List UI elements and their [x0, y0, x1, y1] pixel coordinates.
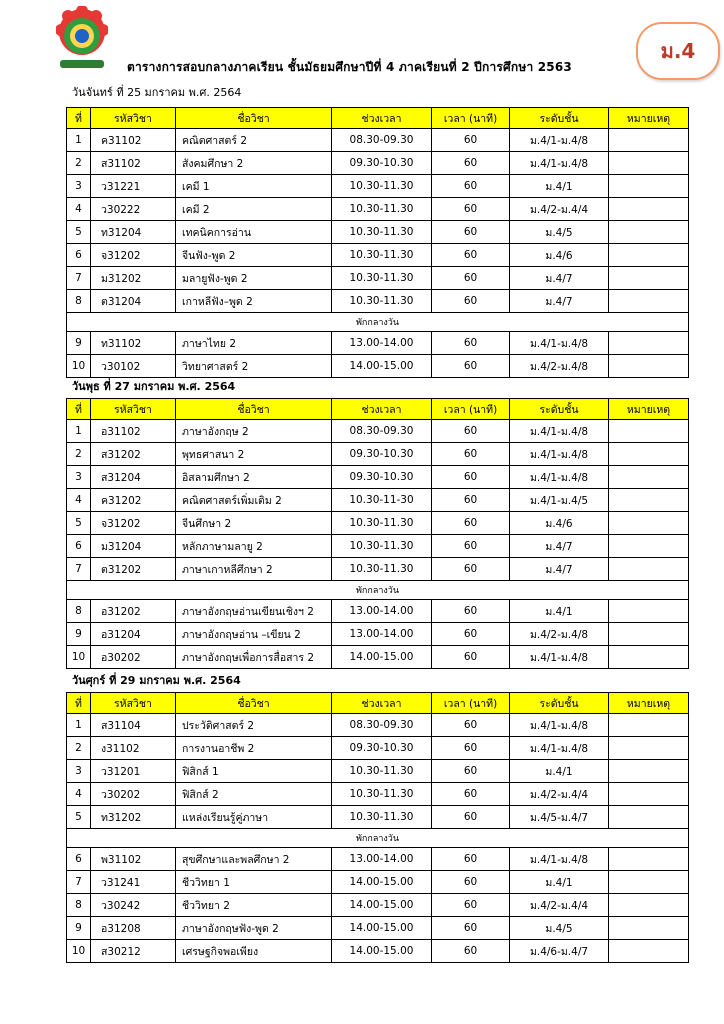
cell-code: จ31202 [91, 244, 176, 267]
cell-minutes: 60 [432, 894, 510, 917]
cell-subject-name: แหล่งเรียนรู้คู่ภาษา [176, 806, 332, 829]
cell-no: 5 [67, 221, 91, 244]
cell-minutes: 60 [432, 535, 510, 558]
cell-no: 6 [67, 848, 91, 871]
cell-code: ว31221 [91, 175, 176, 198]
cell-level: ม.4/6 [510, 512, 609, 535]
table-row [67, 129, 689, 152]
cell-code: ส31102 [91, 152, 176, 175]
cell-no: 5 [67, 806, 91, 829]
lunch-break-row [67, 581, 689, 600]
cell-level: ม.4/2-ม.4/4 [510, 783, 609, 806]
cell-minutes: 60 [432, 290, 510, 313]
cell-subject-name: เทคนิคการอ่าน [176, 221, 332, 244]
cell-code: ว31201 [91, 760, 176, 783]
day-title: วันพุธ ที่ 27 มกราคม พ.ศ. 2564 [72, 380, 236, 393]
grade-badge: ม.4 [636, 22, 720, 80]
cell-code: ว31241 [91, 871, 176, 894]
cell-no: 2 [67, 152, 91, 175]
day-title: วันจันทร์ ที่ 25 มกราคม พ.ศ. 2564 [72, 86, 242, 99]
cell-time: 09.30-10.30 [332, 443, 432, 466]
cell-time: 13.00-14.00 [332, 623, 432, 646]
cell-no: 8 [67, 894, 91, 917]
cell-note [609, 512, 689, 535]
cell-code: พ31102 [91, 848, 176, 871]
table-header-row [67, 399, 689, 420]
cell-minutes: 60 [432, 512, 510, 535]
col-header-name: ชื่อวิชา [176, 693, 332, 714]
cell-note [609, 737, 689, 760]
cell-minutes: 60 [432, 129, 510, 152]
lunch-break-label: พักกลางวัน [67, 829, 689, 848]
cell-level: ม.4/1 [510, 760, 609, 783]
cell-minutes: 60 [432, 646, 510, 669]
table-row [67, 783, 689, 806]
cell-note [609, 175, 689, 198]
cell-no: 4 [67, 489, 91, 512]
cell-no: 4 [67, 198, 91, 221]
cell-minutes: 60 [432, 443, 510, 466]
table-row [67, 646, 689, 669]
cell-time: 08.30-09.30 [332, 714, 432, 737]
cell-no: 1 [67, 129, 91, 152]
cell-minutes: 60 [432, 940, 510, 963]
col-header-time: ช่วงเวลา [332, 399, 432, 420]
cell-note [609, 894, 689, 917]
cell-note [609, 940, 689, 963]
cell-subject-name: ชีววิทยา 1 [176, 871, 332, 894]
cell-level: ม.4/2-ม.4/8 [510, 355, 609, 378]
cell-minutes: 60 [432, 244, 510, 267]
day-title: วันศุกร์ ที่ 29 มกราคม พ.ศ. 2564 [72, 674, 241, 687]
cell-minutes: 60 [432, 760, 510, 783]
cell-minutes: 60 [432, 221, 510, 244]
cell-level: ม.4/1-ม.4/8 [510, 646, 609, 669]
cell-note [609, 332, 689, 355]
cell-subject-name: ภาษาอังกฤษอ่าน –เขียน 2 [176, 623, 332, 646]
col-header-code: รหัสวิชา [91, 108, 176, 129]
col-header-name: ชื่อวิชา [176, 108, 332, 129]
cell-no: 9 [67, 623, 91, 646]
lunch-break-row [67, 829, 689, 848]
cell-level: ม.4/1-ม.4/8 [510, 848, 609, 871]
cell-level: ม.4/1-ม.4/8 [510, 420, 609, 443]
cell-level: ม.4/7 [510, 267, 609, 290]
table-row [67, 848, 689, 871]
table-row [67, 558, 689, 581]
cell-note [609, 558, 689, 581]
col-header-name: ชื่อวิชา [176, 399, 332, 420]
cell-minutes: 60 [432, 332, 510, 355]
table-row [67, 198, 689, 221]
cell-minutes: 60 [432, 848, 510, 871]
cell-time: 09.30-10.30 [332, 737, 432, 760]
cell-note [609, 806, 689, 829]
cell-level: ม.4/7 [510, 558, 609, 581]
cell-time: 14.00-15.00 [332, 871, 432, 894]
cell-time: 10.30-11-30 [332, 489, 432, 512]
cell-note [609, 152, 689, 175]
cell-code: ต31204 [91, 290, 176, 313]
cell-level: ม.4/6 [510, 244, 609, 267]
table-row [67, 894, 689, 917]
col-header-time: ช่วงเวลา [332, 108, 432, 129]
cell-time: 10.30-11.30 [332, 512, 432, 535]
cell-subject-name: ภาษาอังกฤษเพื่อการสื่อสาร 2 [176, 646, 332, 669]
cell-subject-name: พุทธศาสนา 2 [176, 443, 332, 466]
cell-note [609, 535, 689, 558]
cell-code: ม31204 [91, 535, 176, 558]
table-row [67, 760, 689, 783]
cell-no: 4 [67, 783, 91, 806]
cell-code: ง31102 [91, 737, 176, 760]
cell-time: 10.30-11.30 [332, 221, 432, 244]
table-row [67, 623, 689, 646]
table-row [67, 175, 689, 198]
cell-level: ม.4/7 [510, 535, 609, 558]
cell-code: ส30212 [91, 940, 176, 963]
lunch-break-row [67, 313, 689, 332]
cell-note [609, 646, 689, 669]
cell-level: ม.4/5 [510, 221, 609, 244]
cell-no: 9 [67, 332, 91, 355]
cell-minutes: 60 [432, 917, 510, 940]
cell-no: 7 [67, 267, 91, 290]
col-header-code: รหัสวิชา [91, 399, 176, 420]
cell-subject-name: ฟิสิกส์ 2 [176, 783, 332, 806]
cell-minutes: 60 [432, 420, 510, 443]
cell-minutes: 60 [432, 267, 510, 290]
cell-no: 7 [67, 558, 91, 581]
cell-time: 10.30-11.30 [332, 558, 432, 581]
cell-no: 10 [67, 940, 91, 963]
cell-time: 13.00-14.00 [332, 848, 432, 871]
table-row [67, 940, 689, 963]
cell-subject-name: สุขศึกษาและพลศึกษา 2 [176, 848, 332, 871]
cell-subject-name: สังคมศึกษา 2 [176, 152, 332, 175]
cell-time: 14.00-15.00 [332, 940, 432, 963]
cell-code: ส31202 [91, 443, 176, 466]
col-header-minutes: เวลา (นาที) [432, 399, 510, 420]
cell-note [609, 466, 689, 489]
col-header-minutes: เวลา (นาที) [432, 693, 510, 714]
table-row [67, 806, 689, 829]
cell-time: 09.30-10.30 [332, 152, 432, 175]
cell-level: ม.4/1-ม.4/8 [510, 332, 609, 355]
cell-level: ม.4/7 [510, 290, 609, 313]
cell-subject-name: การงานอาชีพ 2 [176, 737, 332, 760]
cell-subject-name: ภาษาอังกฤษฟัง-พูด 2 [176, 917, 332, 940]
cell-no: 2 [67, 737, 91, 760]
col-header-level: ระดับชั้น [510, 399, 609, 420]
cell-level: ม.4/1 [510, 175, 609, 198]
cell-code: ท31204 [91, 221, 176, 244]
cell-subject-name: ประวัติศาสตร์ 2 [176, 714, 332, 737]
cell-level: ม.4/6-ม.4/7 [510, 940, 609, 963]
table-header-row [67, 108, 689, 129]
cell-minutes: 60 [432, 175, 510, 198]
cell-code: อ31208 [91, 917, 176, 940]
cell-level: ม.4/1-ม.4/8 [510, 443, 609, 466]
table-row [67, 290, 689, 313]
cell-code: ท31102 [91, 332, 176, 355]
cell-note [609, 783, 689, 806]
table-row [67, 267, 689, 290]
cell-minutes: 60 [432, 737, 510, 760]
cell-code: ว30222 [91, 198, 176, 221]
cell-subject-name: เกาหลีฟัง–พูด 2 [176, 290, 332, 313]
cell-time: 08.30-09.30 [332, 129, 432, 152]
cell-level: ม.4/2-ม.4/4 [510, 894, 609, 917]
cell-note [609, 489, 689, 512]
cell-code: ว30242 [91, 894, 176, 917]
table-row [67, 489, 689, 512]
cell-time: 10.30-11.30 [332, 244, 432, 267]
cell-note [609, 355, 689, 378]
cell-note [609, 290, 689, 313]
cell-minutes: 60 [432, 489, 510, 512]
cell-level: ม.4/1-ม.4/8 [510, 714, 609, 737]
cell-time: 14.00-15.00 [332, 917, 432, 940]
cell-code: อ31204 [91, 623, 176, 646]
cell-minutes: 60 [432, 806, 510, 829]
cell-note [609, 221, 689, 244]
cell-time: 13.00-14.00 [332, 332, 432, 355]
cell-level: ม.4/1-ม.4/8 [510, 466, 609, 489]
cell-subject-name: จีนศึกษา 2 [176, 512, 332, 535]
cell-code: ส31104 [91, 714, 176, 737]
cell-time: 10.30-11.30 [332, 535, 432, 558]
cell-minutes: 60 [432, 600, 510, 623]
cell-level: ม.4/1-ม.4/8 [510, 152, 609, 175]
cell-no: 10 [67, 355, 91, 378]
cell-subject-name: ชีววิทยา 2 [176, 894, 332, 917]
table-row [67, 737, 689, 760]
cell-code: ค31202 [91, 489, 176, 512]
cell-subject-name: เคมี 1 [176, 175, 332, 198]
cell-code: อ31102 [91, 420, 176, 443]
col-header-no: ที่ [67, 108, 91, 129]
cell-minutes: 60 [432, 558, 510, 581]
cell-subject-name: เศรษฐกิจพอเพียง [176, 940, 332, 963]
col-header-code: รหัสวิชา [91, 693, 176, 714]
cell-subject-name: ภาษาไทย 2 [176, 332, 332, 355]
cell-note [609, 623, 689, 646]
cell-code: ส31204 [91, 466, 176, 489]
cell-time: 14.00-15.00 [332, 894, 432, 917]
cell-no: 5 [67, 512, 91, 535]
cell-note [609, 760, 689, 783]
table-row [67, 512, 689, 535]
table-row [67, 714, 689, 737]
table-row [67, 221, 689, 244]
cell-code: ว30102 [91, 355, 176, 378]
exam-table [66, 398, 689, 669]
cell-note [609, 848, 689, 871]
cell-minutes: 60 [432, 783, 510, 806]
cell-level: ม.4/1-ม.4/5 [510, 489, 609, 512]
page-title: ตารางการสอบกลางภาคเรียน ชั้นมัธยมศึกษาปีที่ 4 ภาคเรียนที่ 2 ปีการศึกษา 2563 [127, 60, 572, 74]
table-row [67, 443, 689, 466]
cell-code: ท31202 [91, 806, 176, 829]
cell-code: ต31202 [91, 558, 176, 581]
cell-minutes: 60 [432, 623, 510, 646]
exam-table [66, 107, 689, 378]
col-header-note: หมายเหตุ [609, 693, 689, 714]
table-row [67, 355, 689, 378]
cell-code: จ31202 [91, 512, 176, 535]
school-emblem-logo [56, 6, 108, 72]
cell-note [609, 871, 689, 894]
cell-time: 09.30-10.30 [332, 466, 432, 489]
cell-level: ม.4/1-ม.4/8 [510, 737, 609, 760]
cell-note [609, 714, 689, 737]
exam-table [66, 692, 689, 963]
cell-level: ม.4/5 [510, 917, 609, 940]
table-row [67, 871, 689, 894]
cell-no: 9 [67, 917, 91, 940]
col-header-note: หมายเหตุ [609, 399, 689, 420]
cell-note [609, 267, 689, 290]
emblem-blue-core [75, 29, 89, 43]
col-header-level: ระดับชั้น [510, 108, 609, 129]
cell-code: อ31202 [91, 600, 176, 623]
cell-note [609, 129, 689, 152]
cell-no: 8 [67, 600, 91, 623]
cell-time: 14.00-15.00 [332, 355, 432, 378]
col-header-no: ที่ [67, 399, 91, 420]
col-header-note: หมายเหตุ [609, 108, 689, 129]
cell-minutes: 60 [432, 466, 510, 489]
cell-no: 1 [67, 714, 91, 737]
table-row [67, 420, 689, 443]
cell-no: 1 [67, 420, 91, 443]
col-header-minutes: เวลา (นาที) [432, 108, 510, 129]
cell-subject-name: วิทยาศาสตร์ 2 [176, 355, 332, 378]
cell-time: 10.30-11.30 [332, 198, 432, 221]
cell-time: 10.30-11.30 [332, 290, 432, 313]
table-header-row [67, 693, 689, 714]
table-row [67, 244, 689, 267]
cell-subject-name: ภาษาอังกฤษอ่านเขียนเชิงฯ 2 [176, 600, 332, 623]
cell-no: 3 [67, 175, 91, 198]
cell-note [609, 244, 689, 267]
cell-subject-name: มลายูฟัง-พูด 2 [176, 267, 332, 290]
cell-code: ม31202 [91, 267, 176, 290]
cell-subject-name: อิสลามศึกษา 2 [176, 466, 332, 489]
lunch-break-label: พักกลางวัน [67, 313, 689, 332]
cell-time: 10.30-11.30 [332, 806, 432, 829]
cell-no: 6 [67, 535, 91, 558]
table-row [67, 152, 689, 175]
cell-minutes: 60 [432, 198, 510, 221]
cell-note [609, 198, 689, 221]
lunch-break-label: พักกลางวัน [67, 581, 689, 600]
cell-subject-name: ภาษาเกาหลีศึกษา 2 [176, 558, 332, 581]
cell-level: ม.4/2-ม.4/4 [510, 198, 609, 221]
cell-time: 13.00-14.00 [332, 600, 432, 623]
cell-subject-name: หลักภาษามลายู 2 [176, 535, 332, 558]
cell-no: 2 [67, 443, 91, 466]
cell-time: 14.00-15.00 [332, 646, 432, 669]
cell-time: 10.30-11.30 [332, 783, 432, 806]
cell-level: ม.4/2-ม.4/8 [510, 623, 609, 646]
cell-no: 10 [67, 646, 91, 669]
cell-subject-name: เคมี 2 [176, 198, 332, 221]
cell-note [609, 420, 689, 443]
cell-minutes: 60 [432, 152, 510, 175]
cell-level: ม.4/5-ม.4/7 [510, 806, 609, 829]
cell-note [609, 600, 689, 623]
cell-no: 6 [67, 244, 91, 267]
cell-subject-name: คณิตศาสตร์ 2 [176, 129, 332, 152]
cell-subject-name: ภาษาอังกฤษ 2 [176, 420, 332, 443]
cell-level: ม.4/1 [510, 871, 609, 894]
cell-subject-name: คณิตศาสตร์เพิ่มเติม 2 [176, 489, 332, 512]
cell-time: 10.30-11.30 [332, 760, 432, 783]
cell-no: 3 [67, 760, 91, 783]
cell-level: ม.4/1 [510, 600, 609, 623]
col-header-no: ที่ [67, 693, 91, 714]
col-header-time: ช่วงเวลา [332, 693, 432, 714]
table-row [67, 600, 689, 623]
cell-note [609, 917, 689, 940]
cell-code: ค31102 [91, 129, 176, 152]
cell-time: 08.30-09.30 [332, 420, 432, 443]
cell-minutes: 60 [432, 871, 510, 894]
cell-code: ว30202 [91, 783, 176, 806]
cell-minutes: 60 [432, 714, 510, 737]
cell-note [609, 443, 689, 466]
cell-no: 3 [67, 466, 91, 489]
cell-level: ม.4/1-ม.4/8 [510, 129, 609, 152]
table-row [67, 332, 689, 355]
table-row [67, 466, 689, 489]
cell-time: 10.30-11.30 [332, 175, 432, 198]
cell-time: 10.30-11.30 [332, 267, 432, 290]
cell-subject-name: ฟิสิกส์ 1 [176, 760, 332, 783]
cell-no: 8 [67, 290, 91, 313]
table-row [67, 535, 689, 558]
cell-code: อ30202 [91, 646, 176, 669]
cell-no: 7 [67, 871, 91, 894]
emblem-banner [60, 60, 104, 68]
table-row [67, 917, 689, 940]
col-header-level: ระดับชั้น [510, 693, 609, 714]
cell-subject-name: จีนฟัง-พูด 2 [176, 244, 332, 267]
cell-minutes: 60 [432, 355, 510, 378]
